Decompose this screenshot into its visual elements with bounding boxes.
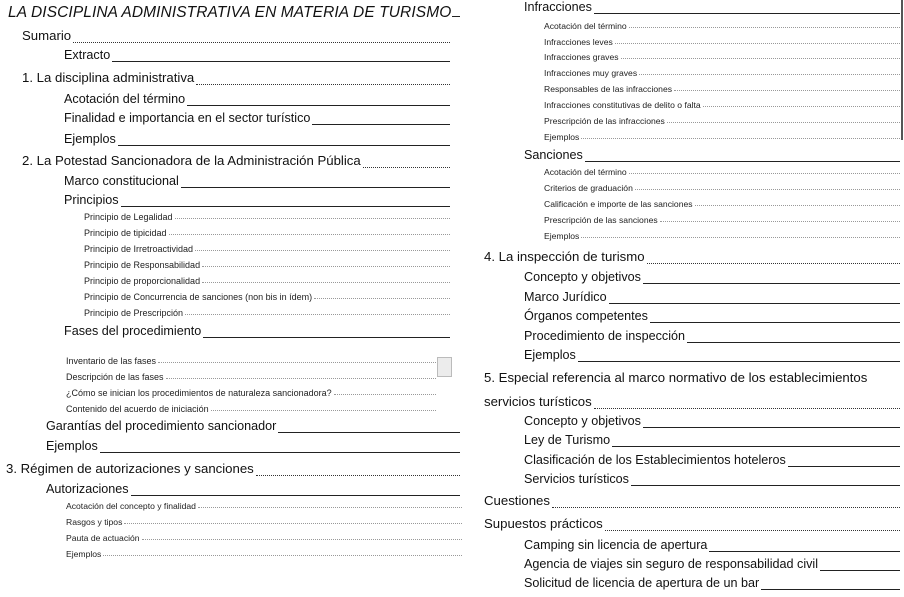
- toc-entry-label: Ley de Turismo: [524, 433, 611, 447]
- toc-entry-garantias-del-procedimiento-sancionador[interactable]: [46, 419, 460, 433]
- toc-leader-line: [650, 321, 900, 323]
- toc-entry-label: 5. Especial referencia al marco normativo de los establecimientos: [484, 370, 868, 385]
- toc-entry-label: Infracciones leves: [544, 37, 613, 47]
- toc-entry-autorizaciones[interactable]: [46, 482, 460, 496]
- toc-leader-line: [585, 160, 900, 162]
- toc-entry-marco-juridico[interactable]: [524, 290, 900, 304]
- toc-entry-label: Autorizaciones: [46, 482, 129, 496]
- toc-leader-line: [185, 313, 450, 315]
- text-cursor: [452, 16, 460, 17]
- toc-leader-line: [639, 73, 900, 75]
- toc-leader-line: [621, 57, 900, 59]
- toc-entry-label: Ejemplos: [46, 439, 98, 453]
- toc-leader-line: [187, 104, 450, 106]
- toc-leader-line: [103, 554, 462, 556]
- toc-entry-extracto[interactable]: [64, 48, 450, 62]
- toc-entry-calificacion-e-importe-de-las-sanciones[interactable]: [544, 199, 900, 209]
- toc-entry-principio-de-prescripcion[interactable]: [84, 308, 450, 318]
- toc-leader-line: [667, 121, 900, 123]
- toc-entry-label: Ejemplos: [66, 549, 102, 559]
- toc-entry-descripcion-de-las-fases[interactable]: [66, 372, 436, 382]
- toc-leader-line: [334, 393, 436, 395]
- toc-entry-label: Agencia de viajes sin seguro de responsabilidad civil: [524, 557, 819, 571]
- toc-leader-line: [594, 407, 900, 409]
- toc-entry-concepto-y-objetivos[interactable]: [524, 414, 900, 428]
- toc-entry-camping-sin-licencia-de-apertura[interactable]: [524, 538, 900, 552]
- toc-entry-infracciones-leves[interactable]: [544, 37, 900, 47]
- toc-leader-line: [181, 186, 450, 188]
- toc-leader-line: [594, 12, 900, 14]
- toc-leader-line: [73, 41, 450, 43]
- page-edge-bar: [901, 0, 903, 140]
- toc-entry-label: Principio de Concurrencia de sanciones (non bis in ídem): [84, 292, 313, 302]
- toc-entry-agencia-de-viajes-sin-seguro-de-responsabilidad-civil[interactable]: [524, 557, 900, 571]
- toc-entry-label: Infracciones muy graves: [544, 68, 638, 78]
- toc-leader-line: [112, 60, 450, 62]
- toc-entry-supuestos-practicos[interactable]: [484, 516, 900, 531]
- toc-leader-line: [363, 166, 450, 168]
- toc-entry-label: Criterios de graduación: [544, 183, 633, 193]
- toc-entry-label: Servicios turísticos: [524, 472, 629, 486]
- toc-entry-label: 1. La disciplina administrativa: [22, 70, 195, 85]
- toc-leader-line: [788, 465, 900, 467]
- toc-entry-label: Acotación del concepto y finalidad: [66, 501, 196, 511]
- toc-entry-label: 3. Régimen de autorizaciones y sanciones: [6, 461, 254, 476]
- toc-entry-label: Principios: [64, 193, 119, 207]
- toc-entry-5-especial-referencia-al-marco-normativo-de-los-establecimientos[interactable]: [484, 370, 900, 385]
- toc-leader-line: [674, 89, 900, 91]
- toc-leader-line: [158, 361, 436, 363]
- toc-entry-label: Sumario: [22, 28, 72, 43]
- toc-entry-label: Principio de Irretroactividad: [84, 244, 194, 254]
- toc-entry-label: Principio de tipicidad: [84, 228, 167, 238]
- document-title-text: LA DISCIPLINA ADMINISTRATIVA EN MATERIA DE TURISMO: [8, 4, 452, 21]
- toc-leader-line: [578, 360, 900, 362]
- toc-entry-finalidad-e-importancia-en-el-sector-turistico[interactable]: [64, 111, 450, 125]
- toc-leader-line: [124, 522, 462, 524]
- toc-leader-line: [131, 494, 460, 496]
- toc-entry-label: Principio de Prescripción: [84, 308, 184, 318]
- toc-entry-label: Calificación e importe de las sanciones: [544, 199, 693, 209]
- toc-leader-line: [211, 409, 436, 411]
- toc-entry-1-la-disciplina-administrativa[interactable]: [22, 70, 450, 85]
- toc-entry-3-regimen-de-autorizaciones-y-sanciones[interactable]: [6, 461, 460, 476]
- toc-entry-servicios-turisticos[interactable]: [484, 394, 900, 409]
- toc-leader-line: [312, 123, 450, 125]
- document-title: [8, 4, 460, 22]
- toc-entry-servicios-turisticos[interactable]: [524, 472, 900, 486]
- toc-entry-label: servicios turísticos: [484, 394, 592, 409]
- toc-entry-label: Descripción de las fases: [66, 372, 164, 382]
- toc-leader-line: [202, 281, 450, 283]
- toc-entry-label: Finalidad e importancia en el sector turístico: [64, 111, 311, 125]
- toc-entry-ejemplos[interactable]: [66, 549, 462, 559]
- toc-entry-acotacion-del-termino[interactable]: [64, 92, 450, 106]
- toc-entry-procedimiento-de-inspeccion[interactable]: [524, 329, 900, 343]
- toc-entry-label: Supuestos prácticos: [484, 516, 603, 531]
- toc-entry-principio-de-legalidad[interactable]: [84, 212, 450, 222]
- toc-leader-line: [100, 451, 460, 453]
- toc-entry-infracciones[interactable]: [524, 0, 900, 14]
- toc-leader-line: [761, 588, 900, 590]
- toc-entry-contenido-del-acuerdo-de-iniciacion[interactable]: [66, 404, 436, 414]
- toc-entry-label: Prescripción de las infracciones: [544, 116, 665, 126]
- toc-entry-principio-de-concurrencia-de-sanciones-non-bis-in-idem[interactable]: [84, 292, 450, 302]
- toc-entry-rasgos-y-tipos[interactable]: [66, 517, 462, 527]
- toc-entry-4-la-inspeccion-de-turismo[interactable]: [484, 249, 900, 264]
- toc-entry-label: Infracciones: [524, 0, 592, 14]
- toc-leader-line: [687, 341, 900, 343]
- toc-entry-label: Cuestiones: [484, 493, 550, 508]
- toc-entry-infracciones-graves[interactable]: [544, 52, 900, 62]
- toc-entry-infracciones-muy-graves[interactable]: [544, 68, 900, 78]
- toc-entry-principio-de-tipicidad[interactable]: [84, 228, 450, 238]
- toc-entry-label: Acotación del término: [544, 167, 627, 177]
- toc-entry-label: Inventario de las fases: [66, 356, 157, 366]
- toc-leader-line: [552, 506, 900, 508]
- toc-entry-label: Órganos competentes: [524, 309, 648, 323]
- toc-entry-label: Fases del procedimiento: [64, 324, 202, 338]
- toc-entry-label: Extracto: [64, 48, 111, 62]
- toc-entry-como-se-inician-los-procedimientos-de-naturaleza-sancionadora[interactable]: [66, 388, 436, 398]
- toc-leader-line: [643, 282, 900, 284]
- toc-entry-prescripcion-de-las-infracciones[interactable]: [544, 116, 900, 126]
- toc-entry-principios[interactable]: [64, 193, 450, 207]
- toc-entry-label: Procedimiento de inspección: [524, 329, 686, 343]
- toc-entry-label: Infracciones constitutivas de delito o falta: [544, 100, 701, 110]
- toc-leader-line: [820, 569, 900, 571]
- toc-leader-line: [631, 484, 900, 486]
- toc-entry-label: Ejemplos: [524, 348, 576, 362]
- toc-entry-acotacion-del-termino[interactable]: [544, 167, 900, 177]
- toc-entry-clasificacion-de-los-establecimientos-hoteleros[interactable]: [524, 453, 900, 467]
- toc-entry-label: Acotación del término: [64, 92, 186, 106]
- toc-leader-line: [142, 538, 462, 540]
- toc-entry-label: 2. La Potestad Sancionadora de la Administración Pública: [22, 153, 361, 168]
- toc-leader-line: [203, 336, 450, 338]
- toc-entry-acotacion-del-concepto-y-finalidad[interactable]: [66, 501, 462, 511]
- toc-leader-line: [703, 105, 900, 107]
- toc-entry-label: Marco constitucional: [64, 174, 179, 188]
- toc-entry-label: Ejemplos: [544, 132, 580, 142]
- toc-entry-concepto-y-objetivos[interactable]: [524, 270, 900, 284]
- toc-leader-line: [118, 144, 450, 146]
- toc-entry-label: 4. La inspección de turismo: [484, 249, 645, 264]
- toc-entry-label: Infracciones graves: [544, 52, 619, 62]
- toc-entry-label: Principio de Responsabilidad: [84, 260, 201, 270]
- toc-entry-label: Responsables de las infracciones: [544, 84, 673, 94]
- toc-leader-line: [175, 217, 450, 219]
- toc-leader-line: [195, 249, 450, 251]
- toc-entry-label: Concepto y objetivos: [524, 414, 641, 428]
- toc-leader-line: [198, 506, 462, 508]
- toc-leader-line: [609, 302, 900, 304]
- toc-entry-label: Garantías del procedimiento sancionador: [46, 419, 277, 433]
- toc-leader-line: [643, 426, 900, 428]
- toc-entry-principio-de-responsabilidad[interactable]: [84, 260, 450, 270]
- toc-leader-line: [635, 188, 900, 190]
- toc-entry-label: Principio de Legalidad: [84, 212, 173, 222]
- toc-leader-line: [581, 137, 900, 139]
- toc-entry-fases-del-procedimiento[interactable]: [64, 324, 450, 338]
- toc-entry-label: Pauta de actuación: [66, 533, 140, 543]
- toc-entry-label: Principio de proporcionalidad: [84, 276, 201, 286]
- toc-leader-line: [202, 265, 450, 267]
- toc-entry-label: Contenido del acuerdo de iniciación: [66, 404, 209, 414]
- toc-leader-line: [121, 205, 450, 207]
- toc-entry-2-la-potestad-sancionadora-de-la-administracion-publica[interactable]: [22, 153, 450, 168]
- toc-entry-label: Clasificación de los Establecimientos hoteleros: [524, 453, 786, 467]
- toc-leader-line: [629, 172, 900, 174]
- toc-entry-principio-de-proporcionalidad[interactable]: [84, 276, 450, 286]
- toc-leader-line: [314, 297, 450, 299]
- toc-entry-label: Concepto y objetivos: [524, 270, 641, 284]
- toc-entry-label: ¿Cómo se inician los procedimientos de naturaleza sancionadora?: [66, 388, 332, 398]
- toc-entry-sanciones[interactable]: [524, 148, 900, 162]
- toc-entry-inventario-de-las-fases[interactable]: [66, 356, 436, 366]
- toc-leader-line: [612, 445, 900, 447]
- toc-leader-line: [256, 474, 460, 476]
- toc-entry-criterios-de-graduacion[interactable]: [544, 183, 900, 193]
- toc-entry-organos-competentes[interactable]: [524, 309, 900, 323]
- toc-leader-line: [695, 204, 900, 206]
- toc-entry-ley-de-turismo[interactable]: [524, 433, 900, 447]
- toc-entry-label: Sanciones: [524, 148, 583, 162]
- toc-entry-ejemplos[interactable]: [46, 439, 460, 453]
- toc-leader-line: [615, 42, 900, 44]
- toc-entry-solicitud-de-licencia-de-apertura-de-un-bar[interactable]: [524, 576, 900, 590]
- toc-leader-line: [709, 550, 900, 552]
- toc-entry-pauta-de-actuacion[interactable]: [66, 533, 462, 543]
- toc-entry-label: Acotación del término: [544, 21, 627, 31]
- toc-entry-label: Ejemplos: [544, 231, 580, 241]
- toc-leader-line: [605, 529, 900, 531]
- toc-entry-label: Rasgos y tipos: [66, 517, 123, 527]
- toc-entry-ejemplos[interactable]: [544, 231, 900, 241]
- toc-entry-prescripcion-de-las-sanciones[interactable]: [544, 215, 900, 225]
- toc-leader-line: [629, 26, 900, 28]
- toc-leader-line: [278, 431, 460, 433]
- toc-entry-sumario[interactable]: [22, 28, 450, 43]
- toc-entry-ejemplos[interactable]: [544, 132, 900, 142]
- toc-entry-ejemplos[interactable]: [64, 132, 450, 146]
- toc-entry-cuestiones[interactable]: [484, 493, 900, 508]
- toc-entry-infracciones-constitutivas-de-delito-o-falta[interactable]: [544, 100, 900, 110]
- toc-leader-line: [196, 83, 450, 85]
- toc-leader-line: [647, 262, 900, 264]
- toc-entry-label: Marco Jurídico: [524, 290, 607, 304]
- toc-entry-principio-de-irretroactividad[interactable]: [84, 244, 450, 254]
- toc-leader-line: [660, 220, 900, 222]
- toc-entry-label: Ejemplos: [64, 132, 116, 146]
- toc-entry-responsables-de-las-infracciones[interactable]: [544, 84, 900, 94]
- toc-leader-line: [581, 236, 900, 238]
- toc-entry-label: Prescripción de las sanciones: [544, 215, 658, 225]
- scroll-handle[interactable]: [437, 357, 452, 377]
- toc-leader-line: [169, 233, 450, 235]
- toc-entry-acotacion-del-termino[interactable]: [544, 21, 900, 31]
- toc-entry-ejemplos[interactable]: [524, 348, 900, 362]
- toc-entry-marco-constitucional[interactable]: [64, 174, 450, 188]
- toc-entry-label: Camping sin licencia de apertura: [524, 538, 708, 552]
- toc-leader-line: [166, 377, 436, 379]
- toc-entry-label: Solicitud de licencia de apertura de un bar: [524, 576, 760, 590]
